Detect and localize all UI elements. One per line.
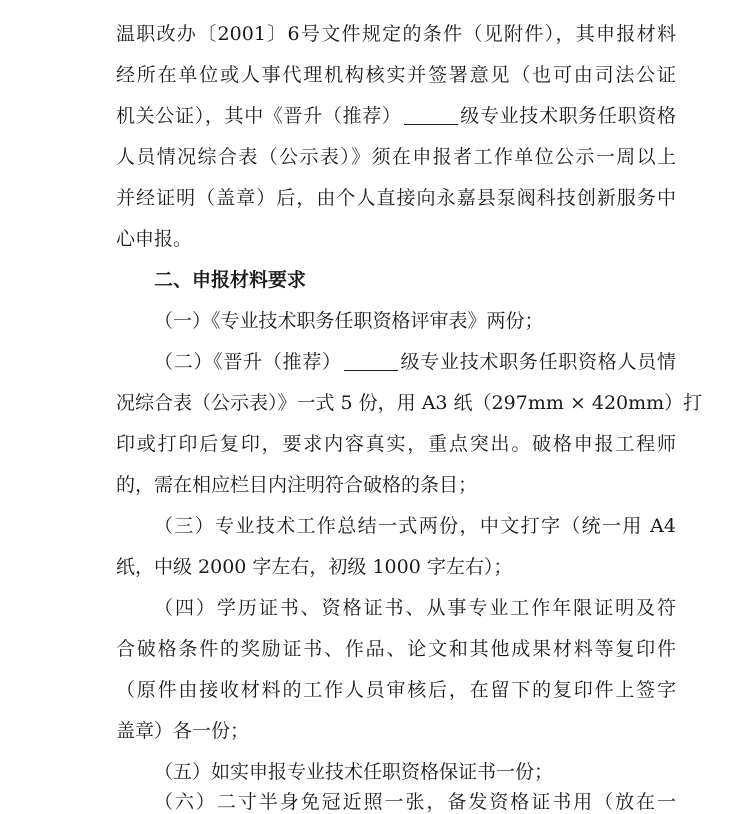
paragraph-line: （原件由接收材料的工作人员审核后，在留下的复印件上签字 xyxy=(116,679,676,701)
paragraph-text: 级专业技术职务任职资格 xyxy=(459,105,676,127)
paragraph-line: 印或打印后复印，要求内容真实，重点突出。破格申报工程师 xyxy=(116,433,676,455)
paragraph-line: 经所在单位或人事代理机构核实并签署意见（也可由司法公证 xyxy=(116,64,676,86)
list-item: （四）学历证书、资格证书、从事专业工作年限证明及符 xyxy=(154,597,676,619)
paragraph-line: 人员情况综合表（公示表）》须在申报者工作单位公示一周以上 xyxy=(116,146,676,168)
paragraph-line xyxy=(116,104,676,128)
paragraph-line: 心申报。 xyxy=(116,228,193,250)
paragraph-text: 机关公证），其中《晋升（推荐） xyxy=(116,105,402,127)
paragraph-line: 的，需在相应栏目内注明符合破格的条目； xyxy=(116,474,478,496)
paragraph-text: 级专业技术职务任职资格人员情 xyxy=(399,351,676,373)
paragraph-line: 纸，中级 2000 字左右，初级 1000 字左右）； xyxy=(116,556,513,578)
paragraph-line: 盖章）各一份； xyxy=(116,720,250,742)
list-item: （三）专业技术工作总结一式两份，中文打字（统一用 A4 xyxy=(154,515,676,537)
paragraph-text: （二）《晋升（推荐） xyxy=(154,351,342,373)
list-item: （一）《专业技术职务任职资格评审表》两份； xyxy=(154,310,544,332)
paragraph-line: 温职改办〔2001〕6号文件规定的条件（见附件），其申报材料 xyxy=(116,23,676,45)
section-heading: 二、申报材料要求 xyxy=(154,269,307,291)
fill-in-blank xyxy=(404,106,458,125)
list-item: （五）如实申报专业技术任职资格保证书一份； xyxy=(154,761,554,783)
paragraph-line: 并经证明（盖章）后，由个人直接向永嘉县泵阀科技创新服务中 xyxy=(116,187,676,209)
list-item: （六）二寸半身免冠近照一张，备发资格证书用（放在一 xyxy=(154,791,676,813)
paragraph-line: 合破格条件的奖励证书、作品、论文和其他成果材料等复印件 xyxy=(116,638,676,660)
paragraph-line: 况综合表（公示表）》一式 5 份，用 A3 纸（297mm × 420mm）打 xyxy=(116,392,703,414)
list-item xyxy=(154,350,676,374)
fill-in-blank xyxy=(344,352,398,371)
